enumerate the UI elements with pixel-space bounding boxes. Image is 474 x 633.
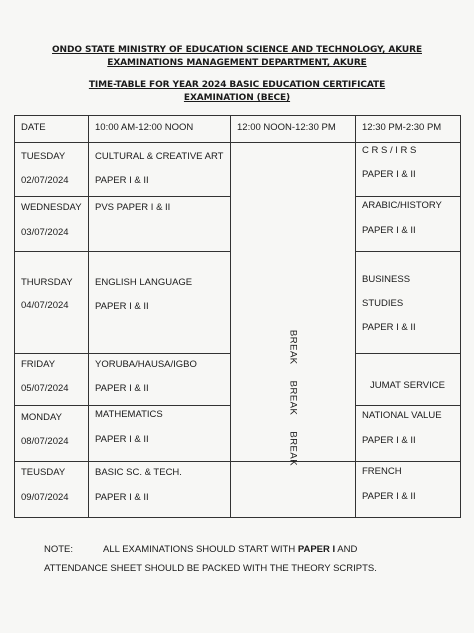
afternoon-cell: FRENCH PAPER I & II xyxy=(356,462,461,518)
table-row xyxy=(15,143,461,197)
morning-cell: ENGLISH LANGUAGE PAPER I & II xyxy=(89,252,231,354)
date-cell: TEUSDAY 09/07/2024 xyxy=(15,462,89,518)
note-line-2: ATTENDANCE SHEET SHOULD BE PACKED WITH THE THEORY SCRIPTS. xyxy=(44,563,377,574)
col-date-header: DATE xyxy=(15,116,89,143)
note-label: NOTE: xyxy=(44,544,74,555)
header-row xyxy=(15,116,461,143)
department-title: EXAMINATIONS MANAGEMENT DEPARTMENT, AKURE xyxy=(107,58,367,68)
note-line-1: NOTE: ALL EXAMINATIONS SHOULD START WITH PAPER I AND xyxy=(44,544,358,555)
timetable-title: TIME-TABLE FOR YEAR 2024 BASIC EDUCATION CERTIFICATE xyxy=(88,80,386,90)
break-cell xyxy=(231,143,356,467)
afternoon-cell: C R S / I R S PAPER I & II xyxy=(356,143,461,197)
morning-cell: YORUBA/HAUSA/IGBO PAPER I & II xyxy=(89,354,231,406)
afternoon-cell: NATIONAL VALUE PAPER I & II xyxy=(356,406,461,462)
break-empty-cell xyxy=(231,462,356,518)
col-morning-header: 10:00 AM-12:00 NOON xyxy=(89,116,231,143)
morning-cell: CULTURAL & CREATIVE ART PAPER I & II xyxy=(89,143,231,197)
afternoon-cell: ARABIC/HISTORY PAPER I & II xyxy=(356,197,461,252)
break-label: BREAKBREAKBREAK xyxy=(287,329,299,467)
morning-cell: PVS PAPER I & II xyxy=(89,197,231,252)
timetable xyxy=(14,115,461,518)
date-cell: THURSDAY 04/07/2024 xyxy=(15,252,89,354)
date-cell: MONDAY 08/07/2024 xyxy=(15,406,89,462)
table-row xyxy=(15,462,461,518)
afternoon-cell: JUMAT SERVICE xyxy=(356,354,461,406)
exam-title: EXAMINATION (BECE) xyxy=(183,93,291,103)
morning-cell: BASIC SC. & TECH. PAPER I & II xyxy=(89,462,231,518)
afternoon-cell: BUSINESS STUDIES PAPER I & II xyxy=(356,252,461,354)
morning-cell: MATHEMATICS PAPER I & II xyxy=(89,406,231,462)
date-cell: FRIDAY 05/07/2024 xyxy=(15,354,89,406)
date-cell: TUESDAY 02/07/2024 xyxy=(15,143,89,197)
date-cell: WEDNESDAY 03/07/2024 xyxy=(15,197,89,252)
col-afternoon-header: 12:30 PM-2:30 PM xyxy=(356,116,461,143)
col-break-header: 12:00 NOON-12:30 PM xyxy=(231,116,356,143)
ministry-title: ONDO STATE MINISTRY OF EDUCATION SCIENCE AND TECHNOLOGY, AKURE xyxy=(52,45,422,55)
